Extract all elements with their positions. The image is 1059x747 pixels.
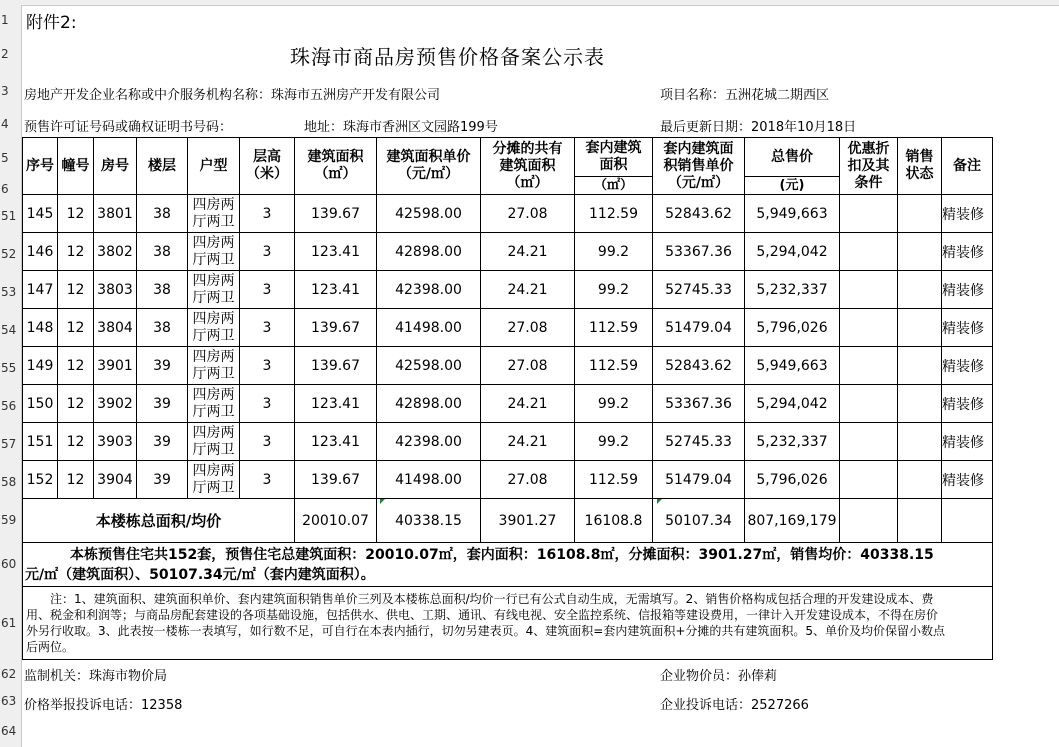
header-inner-area-unit[interactable]: （㎡）: [575, 177, 653, 195]
discount-cell[interactable]: [840, 423, 898, 461]
total-cell[interactable]: 5,294,042: [745, 233, 840, 271]
floor-cell[interactable]: 39: [137, 423, 188, 461]
status-cell[interactable]: [898, 309, 942, 347]
inner-cell[interactable]: 99.2: [575, 271, 653, 309]
totals-price[interactable]: 40338.15: [377, 499, 481, 543]
header-discount[interactable]: 优惠折扣及其条件: [840, 138, 898, 195]
inner-price-cell[interactable]: 52843.62: [653, 195, 745, 233]
height-cell[interactable]: 3: [240, 233, 295, 271]
totals-inner[interactable]: 16108.8: [575, 499, 653, 543]
height-cell[interactable]: 3: [240, 423, 295, 461]
header-inner-price[interactable]: 套内建筑面积销售单价（元/㎡）: [653, 138, 745, 195]
floor-cell[interactable]: 39: [137, 385, 188, 423]
table-row: [23, 385, 993, 423]
summary-row: [23, 543, 993, 587]
table-row: [23, 461, 993, 499]
inner-price-cell[interactable]: 52745.33: [653, 271, 745, 309]
total-cell[interactable]: 5,232,337: [745, 271, 840, 309]
floor-cell[interactable]: 39: [137, 461, 188, 499]
row-number[interactable]: 54: [1, 323, 17, 337]
room-cell[interactable]: 3903: [94, 423, 137, 461]
row-number[interactable]: 53: [1, 285, 17, 299]
notes-row: [23, 587, 993, 660]
inner-cell[interactable]: 99.2: [575, 423, 653, 461]
height-cell[interactable]: 3: [240, 309, 295, 347]
room-cell[interactable]: 3904: [94, 461, 137, 499]
row-number[interactable]: 63: [1, 694, 17, 708]
hotline-label: 价格举报投诉电话：12358: [24, 698, 183, 713]
height-cell[interactable]: 3: [240, 271, 295, 309]
row-number[interactable]: 56: [1, 399, 17, 413]
header-shared-area[interactable]: 分摊的共有建筑面积（㎡）: [481, 138, 575, 195]
shared-cell[interactable]: 24.21: [481, 385, 575, 423]
developer-label: 房地产开发企业名称或中介服务机构名称：珠海市五洲房产开发有限公司: [24, 88, 441, 103]
inner-price-cell[interactable]: 52745.33: [653, 423, 745, 461]
row-number[interactable]: 6: [1, 182, 9, 196]
shared-cell[interactable]: 24.21: [481, 423, 575, 461]
room-cell[interactable]: 3902: [94, 385, 137, 423]
remark-cell[interactable]: 精装修: [942, 385, 993, 423]
status-cell[interactable]: [898, 233, 942, 271]
header-total[interactable]: 总售价: [745, 138, 840, 177]
row-number[interactable]: 60: [1, 557, 17, 571]
type-cell[interactable]: 四房两厅两卫: [188, 385, 240, 423]
price-cell[interactable]: 42598.00: [377, 347, 481, 385]
building-cell[interactable]: 12: [58, 423, 94, 461]
price-officer-label: 企业物价员：孙俸莉: [660, 669, 778, 684]
permit-label: 预售许可证号码或确权证明书号码：: [24, 120, 233, 135]
total-cell[interactable]: 5,232,337: [745, 423, 840, 461]
header-room[interactable]: 房号: [94, 138, 137, 195]
status-cell[interactable]: [898, 271, 942, 309]
row-number[interactable]: 51: [1, 209, 17, 223]
price-table: [22, 137, 993, 660]
shared-cell[interactable]: 27.08: [481, 461, 575, 499]
seq-cell[interactable]: 146: [23, 233, 58, 271]
inner-price-cell[interactable]: 53367.36: [653, 233, 745, 271]
inner-cell[interactable]: 112.59: [575, 195, 653, 233]
table-row: [23, 195, 993, 233]
room-cell[interactable]: 3901: [94, 347, 137, 385]
comment-indicator[interactable]: [657, 499, 662, 504]
address-label: 地址：珠海市香洲区文园路199号: [304, 120, 498, 135]
room-cell[interactable]: 3804: [94, 309, 137, 347]
area-cell[interactable]: 139.67: [295, 195, 377, 233]
building-cell[interactable]: 12: [58, 233, 94, 271]
totals-inner-price[interactable]: 50107.34: [653, 499, 745, 543]
building-cell[interactable]: 12: [58, 385, 94, 423]
floor-cell[interactable]: 38: [137, 271, 188, 309]
type-cell[interactable]: 四房两厅两卫: [188, 347, 240, 385]
notes-line-2: 用、税金和利润等；与商品房配套建设的各项基础设施，包括供水、供电、工期、通讯、有线电视、安全监控系统、信报箱等建设费用，一律计入开发建设成本，不得在房价: [26, 608, 939, 622]
table-row: [23, 309, 993, 347]
header-area-price[interactable]: 建筑面积单价（元/㎡）: [377, 138, 481, 195]
height-cell[interactable]: 3: [240, 195, 295, 233]
totals-discount[interactable]: [840, 499, 898, 543]
totals-remark[interactable]: [942, 499, 993, 543]
inner-price-cell[interactable]: 52843.62: [653, 347, 745, 385]
remark-cell[interactable]: 精装修: [942, 233, 993, 271]
price-cell[interactable]: 42398.00: [377, 271, 481, 309]
table-row: [23, 423, 993, 461]
seq-cell[interactable]: 149: [23, 347, 58, 385]
inner-cell[interactable]: 112.59: [575, 309, 653, 347]
row-number[interactable]: 62: [1, 667, 17, 681]
price-cell[interactable]: 42398.00: [377, 423, 481, 461]
seq-cell[interactable]: 148: [23, 309, 58, 347]
row-number[interactable]: 52: [1, 247, 17, 261]
notes-line-3: 外另行收取。3、此表按一楼栋一表填写，如行数不足，可自行在本表内插行，切勿另建表页。4、建筑面积=套内建筑面积+分摊的共有建筑面积。5、单价及均价保留小数点: [26, 624, 946, 638]
row-number[interactable]: 64: [1, 724, 17, 738]
page-title: 珠海市商品房预售价格备案公示表: [290, 45, 605, 69]
inner-price-cell[interactable]: 51479.04: [653, 461, 745, 499]
column-header-bar[interactable]: [0, 0, 1059, 6]
inner-cell[interactable]: 112.59: [575, 461, 653, 499]
building-cell[interactable]: 12: [58, 195, 94, 233]
seq-cell[interactable]: 152: [23, 461, 58, 499]
seq-cell[interactable]: 147: [23, 271, 58, 309]
table-row: [23, 271, 993, 309]
price-cell[interactable]: 41498.00: [377, 309, 481, 347]
header-building[interactable]: 幢号: [58, 138, 94, 195]
floor-cell[interactable]: 38: [137, 195, 188, 233]
summary-cell[interactable]: [23, 543, 993, 587]
price-cell[interactable]: 42598.00: [377, 195, 481, 233]
discount-cell[interactable]: [840, 271, 898, 309]
status-cell[interactable]: [898, 461, 942, 499]
inner-cell[interactable]: 112.59: [575, 347, 653, 385]
total-cell[interactable]: 5,949,663: [745, 347, 840, 385]
inner-cell[interactable]: 99.2: [575, 233, 653, 271]
area-cell[interactable]: 139.67: [295, 347, 377, 385]
row-number[interactable]: 58: [1, 475, 17, 489]
shared-cell[interactable]: 27.08: [481, 195, 575, 233]
header-area[interactable]: 建筑面积（㎡）: [295, 138, 377, 195]
row-number[interactable]: 55: [1, 361, 17, 375]
inner-price-cell[interactable]: 51479.04: [653, 309, 745, 347]
area-cell[interactable]: 123.41: [295, 423, 377, 461]
price-cell[interactable]: 41498.00: [377, 461, 481, 499]
row-number[interactable]: 2: [1, 47, 9, 61]
seq-cell[interactable]: 151: [23, 423, 58, 461]
area-cell[interactable]: 123.41: [295, 233, 377, 271]
notes-cell[interactable]: [23, 587, 993, 660]
row-number[interactable]: 57: [1, 437, 17, 451]
room-cell[interactable]: 3802: [94, 233, 137, 271]
discount-cell[interactable]: [840, 461, 898, 499]
summary-line-2: 元/㎡（建筑面积）、50107.34元/㎡（套内建筑面积）。: [25, 566, 375, 583]
row-number[interactable]: 5: [1, 151, 9, 165]
remark-cell[interactable]: 精装修: [942, 347, 993, 385]
total-cell[interactable]: 5,949,663: [745, 195, 840, 233]
header-total-unit[interactable]: (元): [745, 177, 840, 195]
floor-cell[interactable]: 38: [137, 309, 188, 347]
header-seq[interactable]: 序号: [23, 138, 58, 195]
totals-total[interactable]: 807,169,179: [745, 499, 840, 543]
header-status[interactable]: 销售状态: [898, 138, 942, 195]
table-row: [23, 347, 993, 385]
remark-cell[interactable]: 精装修: [942, 309, 993, 347]
comment-indicator[interactable]: [380, 499, 385, 504]
status-cell[interactable]: [898, 385, 942, 423]
table-row: [23, 233, 993, 271]
total-cell[interactable]: 5,294,042: [745, 385, 840, 423]
area-cell[interactable]: 123.41: [295, 271, 377, 309]
status-cell[interactable]: [898, 195, 942, 233]
header-height[interactable]: 层高（米）: [240, 138, 295, 195]
price-cell[interactable]: 42898.00: [377, 385, 481, 423]
company-hotline-label: 企业投诉电话：2527266: [660, 698, 809, 713]
type-cell[interactable]: 四房两厅两卫: [188, 233, 240, 271]
totals-area[interactable]: 20010.07: [295, 499, 377, 543]
summary-line-1: 本栋预售住宅共152套，预售住宅总建筑面积：20010.07㎡，套内面积：16108.8㎡，分摊面积：3901.27㎡，销售均价：40338.15: [70, 546, 934, 563]
type-cell[interactable]: 四房两厅两卫: [188, 461, 240, 499]
row-number[interactable]: 1: [1, 13, 9, 27]
header-type[interactable]: 户型: [188, 138, 240, 195]
row-number[interactable]: 3: [1, 84, 9, 98]
totals-status[interactable]: [898, 499, 942, 543]
notes-line-1: 注：1、建筑面积、建筑面积单价、套内建筑面积销售单价三列及本楼栋总面积/均价一行已有公式自动生成，无需填写。2、销售价格构成包括合理的开发建设成本、费: [50, 592, 934, 606]
shared-cell[interactable]: 24.21: [481, 271, 575, 309]
height-cell[interactable]: 3: [240, 385, 295, 423]
totals-label[interactable]: 本楼栋总面积/均价: [23, 499, 295, 543]
updated-label: 最后更新日期：2018年10月18日: [660, 120, 857, 135]
room-cell[interactable]: 3803: [94, 271, 137, 309]
status-cell[interactable]: [898, 423, 942, 461]
remark-cell[interactable]: 精装修: [942, 461, 993, 499]
shared-cell[interactable]: 27.08: [481, 309, 575, 347]
discount-cell[interactable]: [840, 195, 898, 233]
discount-cell[interactable]: [840, 233, 898, 271]
height-cell[interactable]: 3: [240, 347, 295, 385]
discount-cell[interactable]: [840, 309, 898, 347]
row-header-bar[interactable]: [0, 5, 22, 747]
row-number[interactable]: 61: [1, 616, 17, 630]
price-cell[interactable]: 42898.00: [377, 233, 481, 271]
type-cell[interactable]: 四房两厅两卫: [188, 309, 240, 347]
area-cell[interactable]: 139.67: [295, 309, 377, 347]
floor-cell[interactable]: 38: [137, 233, 188, 271]
type-cell[interactable]: 四房两厅两卫: [188, 271, 240, 309]
inner-cell[interactable]: 99.2: [575, 385, 653, 423]
totals-row: [23, 499, 993, 543]
header-floor[interactable]: 楼层: [137, 138, 188, 195]
remark-cell[interactable]: 精装修: [942, 423, 993, 461]
notes-line-4: 后两位。: [26, 640, 75, 654]
shared-cell[interactable]: 24.21: [481, 233, 575, 271]
area-cell[interactable]: 123.41: [295, 385, 377, 423]
seq-cell[interactable]: 150: [23, 385, 58, 423]
total-cell[interactable]: 5,796,026: [745, 309, 840, 347]
floor-cell[interactable]: 39: [137, 347, 188, 385]
discount-cell[interactable]: [840, 385, 898, 423]
type-cell[interactable]: 四房两厅两卫: [188, 195, 240, 233]
attachment-label: 附件2:: [26, 13, 77, 33]
seq-cell[interactable]: 145: [23, 195, 58, 233]
supervisor-label: 监制机关：珠海市物价局: [24, 669, 168, 684]
project-label: 项目名称：五洲花城二期西区: [660, 88, 830, 103]
row-number[interactable]: 59: [1, 513, 17, 527]
discount-cell[interactable]: [840, 347, 898, 385]
total-cell[interactable]: 5,796,026: [745, 461, 840, 499]
table-header-row: [23, 138, 993, 177]
building-cell[interactable]: 12: [58, 309, 94, 347]
building-cell[interactable]: 12: [58, 271, 94, 309]
header-inner-area[interactable]: 套内建筑面积: [575, 138, 653, 177]
totals-shared[interactable]: 3901.27: [481, 499, 575, 543]
header-remark[interactable]: 备注: [942, 138, 993, 195]
building-cell[interactable]: 12: [58, 347, 94, 385]
type-cell[interactable]: 四房两厅两卫: [188, 423, 240, 461]
remark-cell[interactable]: 精装修: [942, 271, 993, 309]
inner-price-cell[interactable]: 53367.36: [653, 385, 745, 423]
remark-cell[interactable]: 精装修: [942, 195, 993, 233]
height-cell[interactable]: 3: [240, 461, 295, 499]
row-number[interactable]: 4: [1, 117, 9, 131]
status-cell[interactable]: [898, 347, 942, 385]
shared-cell[interactable]: 27.08: [481, 347, 575, 385]
area-cell[interactable]: 139.67: [295, 461, 377, 499]
building-cell[interactable]: 12: [58, 461, 94, 499]
room-cell[interactable]: 3801: [94, 195, 137, 233]
